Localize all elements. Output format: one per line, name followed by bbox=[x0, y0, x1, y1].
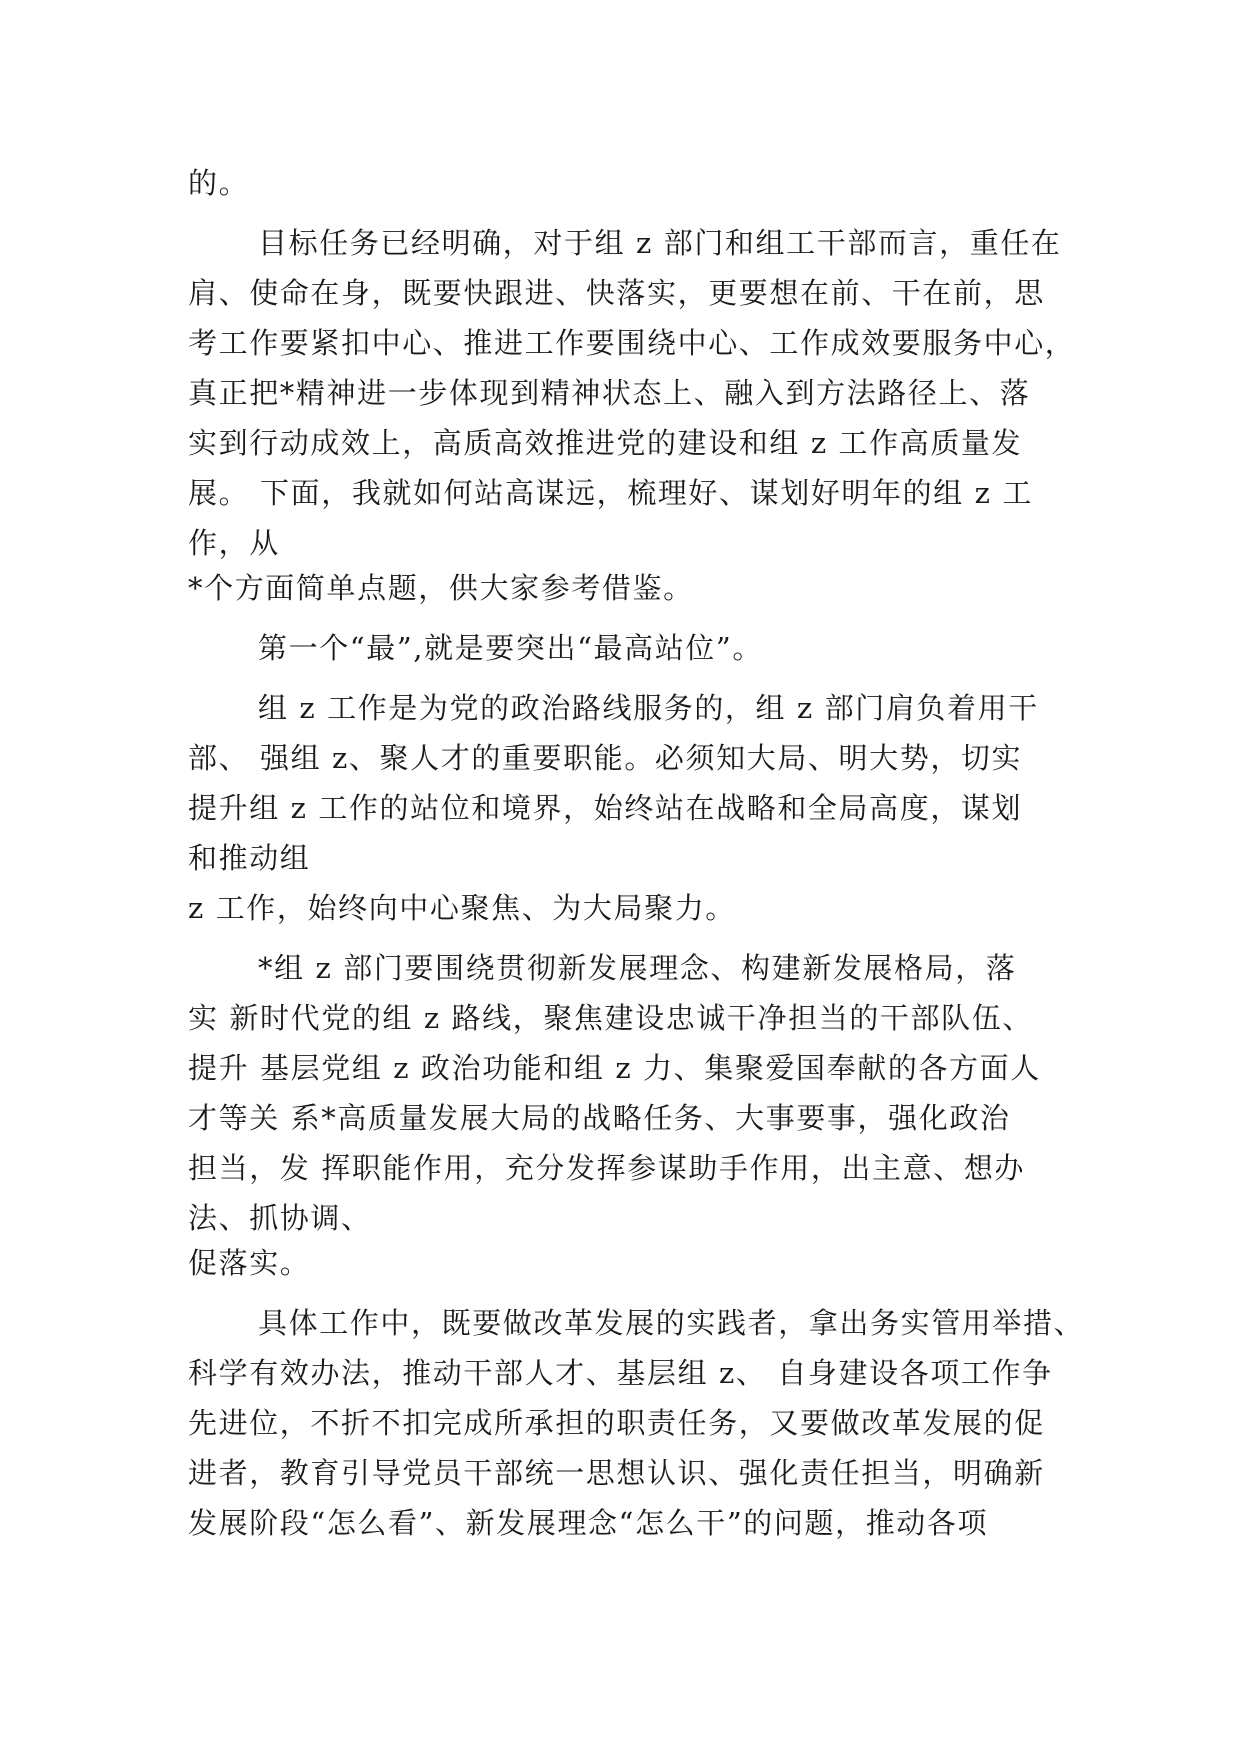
text-line: 担当，发 挥职能作用，充分发挥参谋助手作用，出主意、想办 bbox=[188, 1151, 1026, 1185]
text-line: 科学有效办法，推动干部人才、基层组 z、 自身建设各项工作争 bbox=[188, 1356, 1053, 1390]
paragraph-first-line: *组 z 部门要围绕贯彻新发展理念、构建新发展格局，落 bbox=[258, 951, 1017, 985]
paragraph-first-line: 目标任务已经明确，对于组 z 部门和组工干部而言，重任在 bbox=[258, 226, 1062, 260]
text-line: 展。 下面，我就如何站高谋远，梳理好、谋划好明年的组 z 工 bbox=[188, 476, 1033, 510]
text-line: 促落实。 bbox=[188, 1246, 311, 1280]
text-line: 先进位，不折不扣完成所承担的职责任务，又要做改革发展的促 bbox=[188, 1406, 1045, 1440]
paragraph-first-line: 具体工作中，既要做改革发展的实践者，拿出务实管用举措、 bbox=[258, 1306, 1085, 1340]
text-line: 发展阶段“怎么看”、新发展理念“怎么干”的问题，推动各项 bbox=[188, 1506, 989, 1540]
text-line: 实 新时代党的组 z 路线，聚焦建设忠诚干净担当的干部队伍、 bbox=[188, 1001, 1033, 1035]
text-line: 考工作要紧扣中心、推进工作要围绕中心、工作成效要服务中心， bbox=[188, 326, 1076, 360]
paragraph-first-line: 组 z 工作是为党的政治路线服务的，组 z 部门肩负着用干 bbox=[258, 691, 1039, 725]
text-line: 实到行动成效上，高质高效推进党的建设和组 z 工作高质量发 bbox=[188, 426, 1023, 460]
text-line: 肩、使命在身，既要快跟进、快落实，更要想在前、干在前，思 bbox=[188, 276, 1045, 310]
text-line: 的。 bbox=[188, 166, 250, 200]
text-line: 法、抓协调、 bbox=[188, 1201, 372, 1235]
text-line: *个方面简单点题，供大家参考借鉴。 bbox=[188, 571, 694, 605]
text-line: 提升 基层党组 z 政治功能和组 z 力、集聚爱国奉献的各方面人 bbox=[188, 1051, 1041, 1085]
text-line: 提升组 z 工作的站位和境界，始终站在战略和全局高度，谋划 bbox=[188, 791, 1023, 825]
section-heading: 第一个“最”,就是要突出“最高站位”。 bbox=[258, 631, 763, 665]
text-line: 部、 强组 z、聚人才的重要职能。必须知大局、明大势，切实 bbox=[188, 741, 1023, 775]
text-line: 作，从 bbox=[188, 526, 280, 560]
text-line: z 工作，始终向中心聚焦、为大局聚力。 bbox=[188, 891, 736, 925]
text-line: 进者，教育引导党员干部统一思想认识、强化责任担当，明确新 bbox=[188, 1456, 1045, 1490]
text-line: 真正把*精神进一步体现到精神状态上、融入到方法路径上、落 bbox=[188, 376, 1031, 410]
text-line: 才等关 系*高质量发展大局的战略任务、大事要事，强化政治 bbox=[188, 1101, 1011, 1135]
text-line: 和推动组 bbox=[188, 841, 311, 875]
